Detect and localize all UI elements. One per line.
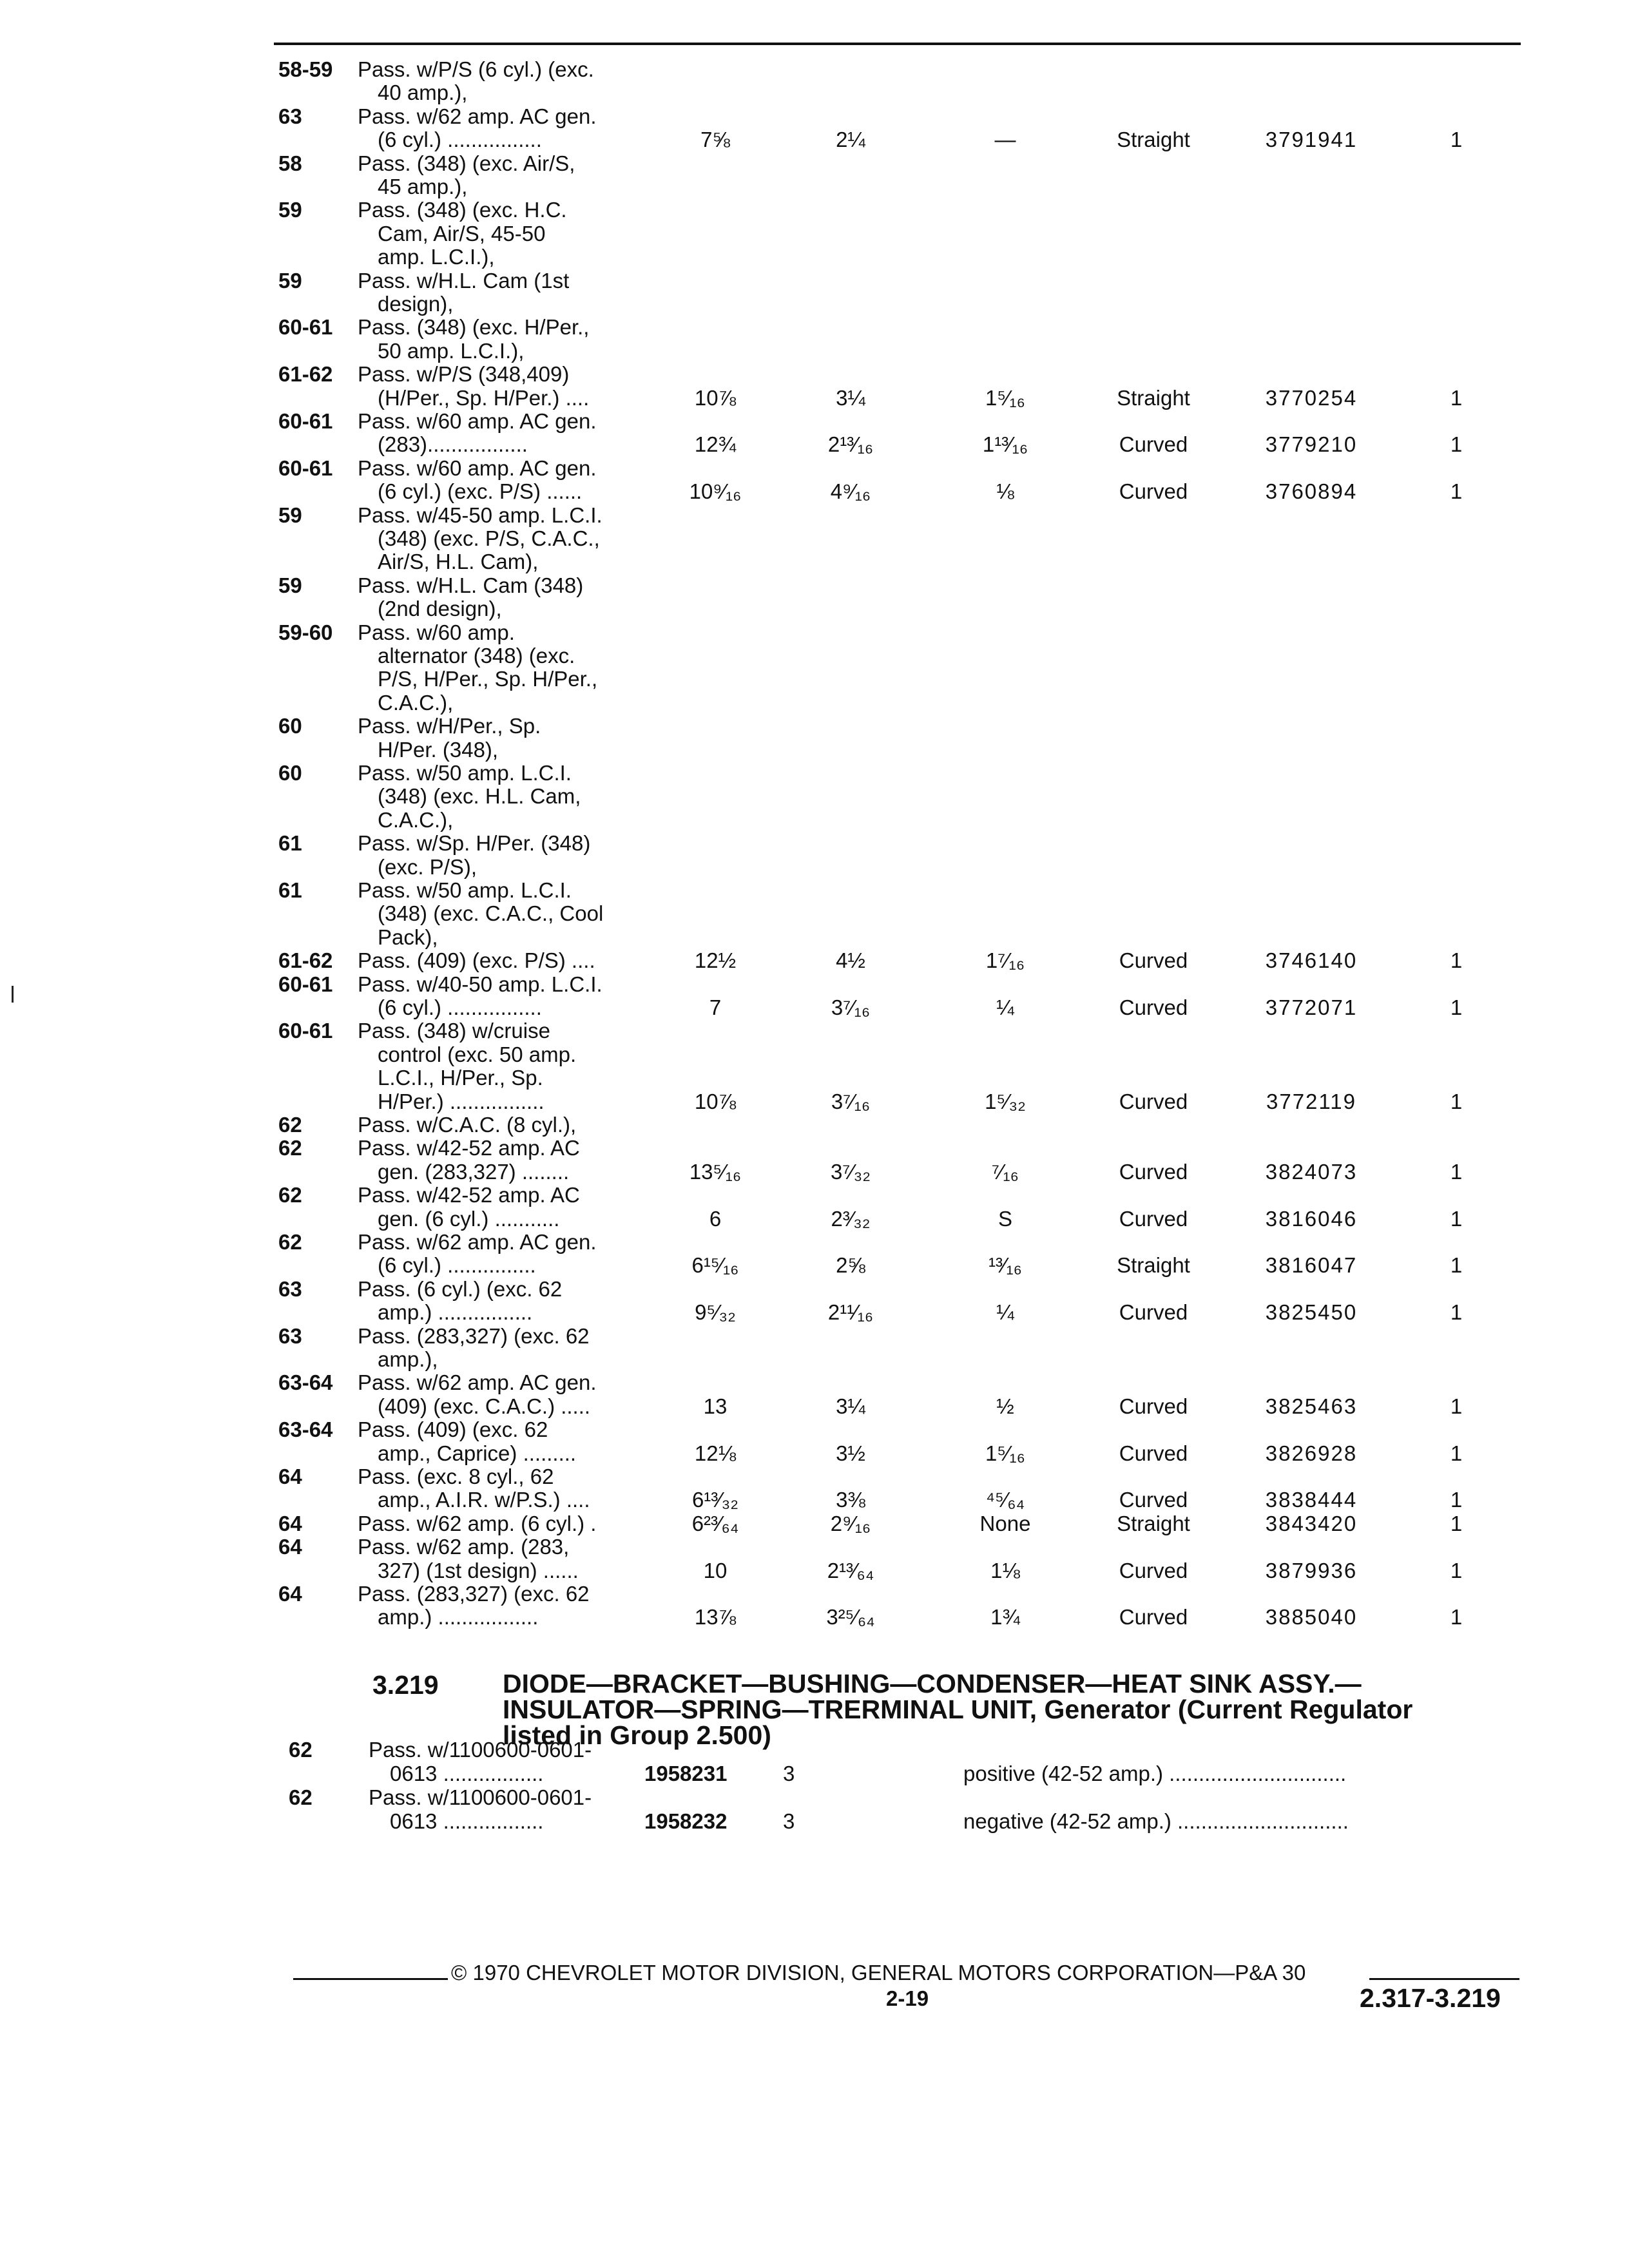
- table-row: [0, 175, 1629, 198]
- row-cell-c4: Curved: [1119, 479, 1188, 504]
- row-description: Pass. w/62 amp. (6 cyl.) .: [358, 1511, 597, 1535]
- row-cell-c2: 3¼: [836, 385, 865, 410]
- table-row: [0, 152, 1629, 175]
- row-years: 59: [278, 503, 302, 527]
- row-description: amp.) .................: [378, 1605, 539, 1629]
- row-years: 64: [278, 1535, 302, 1559]
- row-years: 62: [278, 1183, 302, 1207]
- table-row: [0, 996, 1629, 1019]
- table-row: [0, 433, 1629, 456]
- table-row: [0, 1371, 1629, 1394]
- row-cell-c1: 13: [703, 1394, 728, 1418]
- top-rule: [274, 43, 1521, 45]
- table-row: [0, 1137, 1629, 1160]
- table-row: [0, 363, 1629, 386]
- row-description: 50 amp. L.C.I.),: [378, 338, 525, 363]
- row-cell-c5: 3879936: [1265, 1558, 1358, 1582]
- row-description: Pass. w/60 amp. AC gen.: [358, 456, 597, 480]
- row-cell-c1: 12⅛: [694, 1441, 737, 1465]
- table-row: [0, 949, 1629, 972]
- row-description: amp., A.I.R. w/P.S.) ....: [378, 1488, 590, 1512]
- row-description: Pass. w/62 amp. AC gen.: [358, 1230, 597, 1254]
- table-row: [0, 691, 1629, 715]
- row-cell-c3: 1⁷⁄₁₆: [985, 948, 1025, 973]
- row-cell-c6: 1: [1450, 1511, 1463, 1535]
- row-cell-c1: 6¹³⁄₃₂: [691, 1488, 739, 1512]
- row-description: Pass. (283,327) (exc. 62: [358, 1582, 590, 1606]
- row-cell-c4: Curved: [1119, 995, 1188, 1019]
- row-cell-c2: 3⁷⁄₁₆: [831, 1089, 871, 1113]
- table-row: [0, 1488, 1629, 1512]
- row-cell-c3: 1⁵⁄₁₆: [985, 1441, 1025, 1465]
- row-years: 63-64: [278, 1370, 333, 1395]
- table-row: [0, 1465, 1629, 1488]
- section-title-line: DIODE—BRACKET—BUSHING—CONDENSER—HEAT SINK ASSY.—: [503, 1669, 1362, 1698]
- table-row: [0, 105, 1629, 128]
- row-description: C.A.C.),: [378, 690, 454, 715]
- row-description: design),: [378, 292, 454, 316]
- row-description: Pass. w/62 amp. AC gen.: [358, 1370, 597, 1395]
- footer-page-number: 2-19: [886, 1986, 929, 2010]
- row-cell-p1: 1958232: [644, 1809, 728, 1833]
- row-cell-c3: ½: [996, 1394, 1014, 1418]
- row-cell-c1: 13⅞: [694, 1605, 737, 1629]
- row-cell-c6: 1: [1450, 1253, 1463, 1278]
- row-description: 0613 .................: [390, 1762, 544, 1785]
- table-row: [0, 1019, 1629, 1043]
- table-row: [0, 293, 1629, 316]
- row-cell-c4: Straight: [1117, 385, 1190, 410]
- row-description: H/Per. (348),: [378, 737, 499, 762]
- row-cell-c5: 3772119: [1266, 1089, 1357, 1113]
- row-cell-c5: 3816046: [1265, 1206, 1358, 1231]
- row-description: L.C.I., H/Per., Sp.: [378, 1066, 543, 1090]
- row-years: 64: [278, 1465, 302, 1488]
- row-cell-c6: 1: [1450, 432, 1463, 457]
- table-row: [0, 527, 1629, 550]
- row-cell-c6: 1: [1450, 128, 1463, 152]
- row-years: 62: [289, 1785, 313, 1809]
- row-description: Pass. (exc. 8 cyl., 62: [358, 1465, 554, 1488]
- row-description: (exc. P/S),: [378, 854, 477, 879]
- row-description: Pass. w/Sp. H/Per. (348): [358, 831, 591, 856]
- row-description: Pass. (348) (exc. H/Per.,: [358, 315, 590, 340]
- row-cell-c1: 10: [703, 1558, 728, 1582]
- row-cell-c6: 1: [1450, 1394, 1463, 1418]
- table-row: [0, 1231, 1629, 1254]
- row-cell-p3: positive (42-52 amp.) ..............................: [963, 1762, 1347, 1785]
- row-description: (6 cyl.) (exc. P/S) ......: [378, 479, 583, 504]
- table-row: [0, 269, 1629, 293]
- row-cell-c5: 3825450: [1265, 1300, 1358, 1325]
- row-cell-c4: Straight: [1117, 1511, 1190, 1535]
- row-cell-c2: 2³⁄₃₂: [831, 1206, 871, 1231]
- footer-group-range: 2.317-3.219: [1360, 1983, 1501, 2013]
- row-cell-c6: 1: [1450, 1089, 1463, 1113]
- row-description: Pass. w/1100600-0601-: [369, 1785, 592, 1809]
- row-description: Pass. w/50 amp. L.C.I.: [358, 878, 572, 902]
- row-cell-c1: 7⅝: [700, 128, 730, 152]
- row-cell-c1: 6¹⁵⁄₁₆: [691, 1253, 739, 1278]
- row-cell-c2: 2¹³⁄₁₆: [827, 432, 874, 457]
- row-years: 58: [278, 151, 302, 175]
- table-row: [0, 973, 1629, 996]
- row-cell-c3: ⁴⁵⁄₆₄: [985, 1488, 1025, 1512]
- row-cell-c5: 3770254: [1265, 385, 1358, 410]
- section-row: [0, 1762, 1629, 1785]
- row-cell-c4: Curved: [1119, 1488, 1188, 1512]
- row-cell-c2: 3⁷⁄₁₆: [831, 995, 871, 1019]
- table-row: [0, 1395, 1629, 1418]
- row-cell-c2: 2⅝: [836, 1253, 865, 1278]
- row-cell-c6: 1: [1450, 1206, 1463, 1231]
- table-row: [0, 1113, 1629, 1137]
- table-row: [0, 1184, 1629, 1207]
- table-row: [0, 809, 1629, 832]
- row-years: 60-61: [278, 315, 333, 340]
- row-cell-c4: Curved: [1119, 1441, 1188, 1465]
- table-row: [0, 1582, 1629, 1606]
- row-cell-c2: 3²⁵⁄₆₄: [826, 1605, 875, 1629]
- row-cell-c5: 3824073: [1265, 1159, 1358, 1184]
- row-cell-c2: 3⁷⁄₃₂: [830, 1159, 871, 1184]
- table-row: [0, 410, 1629, 433]
- row-description: control (exc. 50 amp.: [378, 1042, 577, 1066]
- row-cell-c2: 3¼: [836, 1394, 865, 1418]
- row-description: (348) (exc. P/S, C.A.C.,: [378, 526, 600, 550]
- row-description: Air/S, H.L. Cam),: [378, 550, 539, 574]
- table-row: [0, 738, 1629, 762]
- row-description: Pass. w/P/S (6 cyl.) (exc.: [358, 57, 594, 81]
- row-years: 60-61: [278, 972, 333, 996]
- row-years: 59: [278, 268, 302, 293]
- row-description: Pass. w/60 amp. AC gen.: [358, 409, 597, 433]
- row-cell-c3: 1⁵⁄₁₆: [985, 385, 1025, 410]
- table-row: [0, 1301, 1629, 1324]
- row-years: 60-61: [278, 456, 333, 480]
- row-cell-c4: Curved: [1119, 1605, 1188, 1629]
- row-years: 60: [278, 714, 302, 738]
- section-row: [0, 1738, 1629, 1762]
- table-row: [0, 1278, 1629, 1301]
- section-title-line: listed in Group 2.500): [503, 1720, 771, 1750]
- footer-rule-left: [293, 1978, 448, 1980]
- row-years: 60: [278, 761, 302, 785]
- row-description: (409) (exc. C.A.C.) .....: [378, 1394, 591, 1418]
- row-cell-c3: ¼: [996, 995, 1014, 1019]
- row-description: (2nd design),: [378, 597, 502, 621]
- table-row: [0, 1160, 1629, 1184]
- table-row: [0, 832, 1629, 855]
- row-cell-c5: 3826928: [1265, 1441, 1358, 1465]
- row-cell-c4: Curved: [1119, 1206, 1188, 1231]
- row-cell-c6: 1: [1450, 1488, 1463, 1512]
- table-row: [0, 856, 1629, 879]
- table-row: [0, 926, 1629, 949]
- row-cell-c3: ⁷⁄₁₆: [992, 1159, 1019, 1184]
- row-cell-c1: 7: [709, 995, 722, 1019]
- table-row: [0, 128, 1629, 151]
- row-cell-c5: 3760894: [1265, 479, 1358, 504]
- row-cell-c4: Curved: [1119, 432, 1188, 457]
- row-cell-c1: 9⁵⁄₃₂: [695, 1300, 736, 1325]
- row-cell-c6: 1: [1450, 1300, 1463, 1325]
- row-description: Pass. w/60 amp.: [358, 620, 515, 644]
- row-cell-c2: 2¹¹⁄₁₆: [827, 1300, 874, 1325]
- row-description: Pass. w/C.A.C. (8 cyl.),: [358, 1113, 577, 1137]
- row-cell-c3: 1¾: [990, 1605, 1020, 1629]
- row-cell-c3: S: [998, 1206, 1012, 1231]
- row-description: Pass. w/42-52 amp. AC: [358, 1183, 580, 1207]
- row-cell-c5: 3885040: [1265, 1605, 1358, 1629]
- row-cell-c4: Curved: [1119, 1558, 1188, 1582]
- row-description: Pass. w/40-50 amp. L.C.I.: [358, 972, 602, 996]
- row-years: 63-64: [278, 1418, 333, 1442]
- row-cell-c4: Curved: [1119, 1394, 1188, 1418]
- row-cell-c4: Curved: [1119, 1159, 1188, 1184]
- table-row: [0, 668, 1629, 691]
- row-cell-p1: 1958231: [644, 1762, 728, 1785]
- table-row: [0, 762, 1629, 785]
- row-cell-c1: 10⁹⁄₁₆: [689, 479, 742, 504]
- row-cell-c6: 1: [1450, 1605, 1463, 1629]
- row-description: Pass. w/62 amp. AC gen.: [358, 104, 597, 128]
- row-years: 62: [278, 1113, 302, 1137]
- row-cell-c1: 10⅞: [694, 1089, 737, 1113]
- table-row: [0, 81, 1629, 104]
- table-row: [0, 1512, 1629, 1535]
- row-cell-p2: 3: [783, 1809, 795, 1833]
- row-cell-c2: 2⁹⁄₁₆: [830, 1511, 871, 1535]
- row-cell-c5: 3746140: [1265, 948, 1358, 973]
- table-row: [0, 1325, 1629, 1348]
- row-cell-c6: 1: [1450, 948, 1463, 973]
- row-cell-c6: 1: [1450, 1558, 1463, 1582]
- row-cell-c5: 3838444: [1265, 1488, 1358, 1512]
- row-cell-c6: 1: [1450, 1159, 1463, 1184]
- row-cell-c6: 1: [1450, 385, 1463, 410]
- row-years: 63: [278, 104, 302, 128]
- row-cell-c3: 1¹³⁄₁₆: [982, 432, 1028, 457]
- row-cell-c1: 6²³⁄₆₄: [691, 1511, 739, 1535]
- row-cell-p3: negative (42-52 amp.) .............................: [963, 1809, 1349, 1833]
- row-description: (283).................: [378, 432, 528, 457]
- table-row: [0, 644, 1629, 668]
- row-description: 40 amp.),: [378, 81, 468, 105]
- row-description: gen. (283,327) ........: [378, 1159, 570, 1184]
- row-cell-c2: 4½: [836, 948, 865, 973]
- row-description: Pass. (348) w/cruise: [358, 1019, 550, 1043]
- table-row: [0, 480, 1629, 503]
- table-row: [0, 1066, 1629, 1090]
- table-row: [0, 316, 1629, 339]
- row-years: 59-60: [278, 620, 333, 644]
- row-cell-c1: 12¾: [694, 432, 737, 457]
- row-cell-c1: 12½: [694, 948, 737, 973]
- table-row: [0, 715, 1629, 738]
- row-cell-c6: 1: [1450, 479, 1463, 504]
- row-cell-c4: Straight: [1117, 1253, 1190, 1278]
- table-row: [0, 340, 1629, 363]
- row-description: Pass. w/H.L. Cam (348): [358, 573, 584, 597]
- row-description: (6 cyl.) ...............: [378, 1253, 536, 1278]
- row-cell-p2: 3: [783, 1762, 795, 1785]
- table-row: [0, 1559, 1629, 1582]
- row-cell-c1: 13⁵⁄₁₆: [689, 1159, 742, 1184]
- row-cell-c2: 3½: [836, 1441, 865, 1465]
- row-cell-c4: Curved: [1119, 948, 1188, 973]
- row-description: alternator (348) (exc.: [378, 644, 575, 668]
- table-row: [0, 574, 1629, 597]
- row-cell-c2: 2¹³⁄₆₄: [827, 1558, 874, 1582]
- row-description: amp.),: [378, 1347, 438, 1371]
- row-years: 61: [278, 831, 302, 856]
- row-description: Pass. w/50 amp. L.C.I.: [358, 761, 572, 785]
- table-row: [0, 457, 1629, 480]
- row-years: 63: [278, 1323, 302, 1348]
- row-cell-c6: 1: [1450, 1441, 1463, 1465]
- row-description: gen. (6 cyl.) ...........: [378, 1206, 560, 1231]
- row-description: Pack),: [378, 925, 438, 949]
- row-description: H/Per.) ................: [378, 1089, 545, 1113]
- row-description: Pass. w/42-52 amp. AC: [358, 1136, 580, 1160]
- row-description: (H/Per., Sp. H/Per.) ....: [378, 385, 590, 410]
- row-description: amp. L.C.I.),: [378, 245, 495, 269]
- row-cell-c3: ¼: [996, 1300, 1014, 1325]
- footer-rule-right: [1369, 1978, 1519, 1980]
- row-years: 59: [278, 573, 302, 597]
- row-cell-c5: 3772071: [1265, 995, 1358, 1019]
- row-description: P/S, H/Per., Sp. H/Per.,: [378, 667, 598, 691]
- table-row: [0, 245, 1629, 269]
- row-cell-c3: 1⁵⁄₃₂: [985, 1089, 1026, 1113]
- table-row: [0, 58, 1629, 81]
- table-row: [0, 1348, 1629, 1371]
- row-description: (348) (exc. C.A.C., Cool: [378, 901, 604, 926]
- row-cell-c1: 6: [709, 1206, 722, 1231]
- table-row: [0, 198, 1629, 222]
- row-years: 61-62: [278, 948, 333, 973]
- table-row: [0, 1090, 1629, 1113]
- row-years: 64: [278, 1582, 302, 1606]
- row-cell-c6: 1: [1450, 995, 1463, 1019]
- row-cell-c2: 4⁹⁄₁₆: [830, 479, 871, 504]
- section-row: [0, 1810, 1629, 1833]
- row-years: 64: [278, 1511, 302, 1535]
- row-description: (6 cyl.) ................: [378, 995, 542, 1019]
- section-title-line: INSULATOR—SPRING—TRERMINAL UNIT, Generator (Current Regulator: [503, 1695, 1413, 1724]
- row-description: amp., Caprice) .........: [378, 1441, 577, 1465]
- row-cell-c5: 3791941: [1265, 128, 1358, 152]
- row-description: Pass. (348) (exc. Air/S,: [358, 151, 575, 175]
- row-description: Pass. (283,327) (exc. 62: [358, 1323, 590, 1348]
- footer-copyright: © 1970 CHEVROLET MOTOR DIVISION, GENERAL MOTORS CORPORATION—P&A 30: [451, 1961, 1306, 1984]
- table-row: [0, 879, 1629, 902]
- row-description: Pass. w/P/S (348,409): [358, 362, 570, 387]
- row-cell-c5: 3825463: [1265, 1394, 1358, 1418]
- row-description: Pass. w/45-50 amp. L.C.I.: [358, 503, 602, 527]
- table-row: [0, 597, 1629, 620]
- row-years: 58-59: [278, 57, 333, 81]
- table-row: [0, 1606, 1629, 1629]
- row-cell-c2: 3⅜: [836, 1488, 865, 1512]
- table-row: [0, 222, 1629, 245]
- section-number: 3.219: [372, 1670, 439, 1700]
- table-row: [0, 1254, 1629, 1277]
- row-years: 61: [278, 878, 302, 902]
- table-row: [0, 1418, 1629, 1441]
- table-row: [0, 785, 1629, 808]
- row-cell-c5: 3843420: [1265, 1511, 1358, 1535]
- row-cell-c3: ¹³⁄₁₆: [988, 1253, 1022, 1278]
- row-description: C.A.C.),: [378, 807, 454, 832]
- row-description: Pass. w/H.L. Cam (1st: [358, 268, 570, 293]
- row-cell-c3: ⅛: [996, 479, 1014, 504]
- table-row: [0, 550, 1629, 573]
- table-row: [0, 504, 1629, 527]
- row-description: Cam, Air/S, 45-50: [378, 221, 546, 245]
- row-description: Pass. w/62 amp. (283,: [358, 1535, 570, 1559]
- section-row: [0, 1786, 1629, 1809]
- row-description: (348) (exc. H.L. Cam,: [378, 784, 581, 809]
- table-row: [0, 1535, 1629, 1559]
- row-description: amp.) ................: [378, 1300, 533, 1325]
- row-description: 45 amp.),: [378, 175, 468, 198]
- row-cell-c3: 1⅛: [990, 1558, 1020, 1582]
- table-row: [0, 1442, 1629, 1465]
- row-cell-c1: 10⅞: [694, 385, 737, 410]
- table-row: [0, 1207, 1629, 1231]
- row-description: Pass. (409) (exc. 62: [358, 1418, 548, 1442]
- table-row: [0, 1043, 1629, 1066]
- row-description: (6 cyl.) ................: [378, 128, 542, 152]
- row-description: Pass. w/1100600-0601-: [369, 1738, 592, 1762]
- row-years: 60-61: [278, 409, 333, 433]
- table-row: [0, 621, 1629, 644]
- row-years: 60-61: [278, 1019, 333, 1043]
- row-years: 63: [278, 1276, 302, 1301]
- row-description: Pass. w/H/Per., Sp.: [358, 714, 541, 738]
- row-cell-c5: 3779210: [1265, 432, 1358, 457]
- row-years: 62: [289, 1738, 313, 1762]
- row-description: 0613 .................: [390, 1809, 544, 1833]
- row-cell-c4: Straight: [1117, 128, 1190, 152]
- row-description: Pass. (409) (exc. P/S) ....: [358, 948, 595, 973]
- row-description: 327) (1st design) ......: [378, 1558, 579, 1582]
- row-cell-c5: 3816047: [1265, 1253, 1358, 1278]
- row-cell-c4: Curved: [1119, 1300, 1188, 1325]
- row-description: Pass. (348) (exc. H.C.: [358, 198, 567, 222]
- row-years: 59: [278, 198, 302, 222]
- row-cell-c2: 2¼: [836, 128, 865, 152]
- section-title: [503, 1671, 1508, 1748]
- row-cell-c3: —: [994, 128, 1016, 152]
- row-cell-c3: None: [979, 1511, 1031, 1535]
- row-description: Pass. (6 cyl.) (exc. 62: [358, 1276, 563, 1301]
- table-row: [0, 387, 1629, 410]
- row-years: 62: [278, 1230, 302, 1254]
- row-years: 61-62: [278, 362, 333, 387]
- row-years: 62: [278, 1136, 302, 1160]
- table-row: [0, 902, 1629, 925]
- row-cell-c4: Curved: [1119, 1089, 1188, 1113]
